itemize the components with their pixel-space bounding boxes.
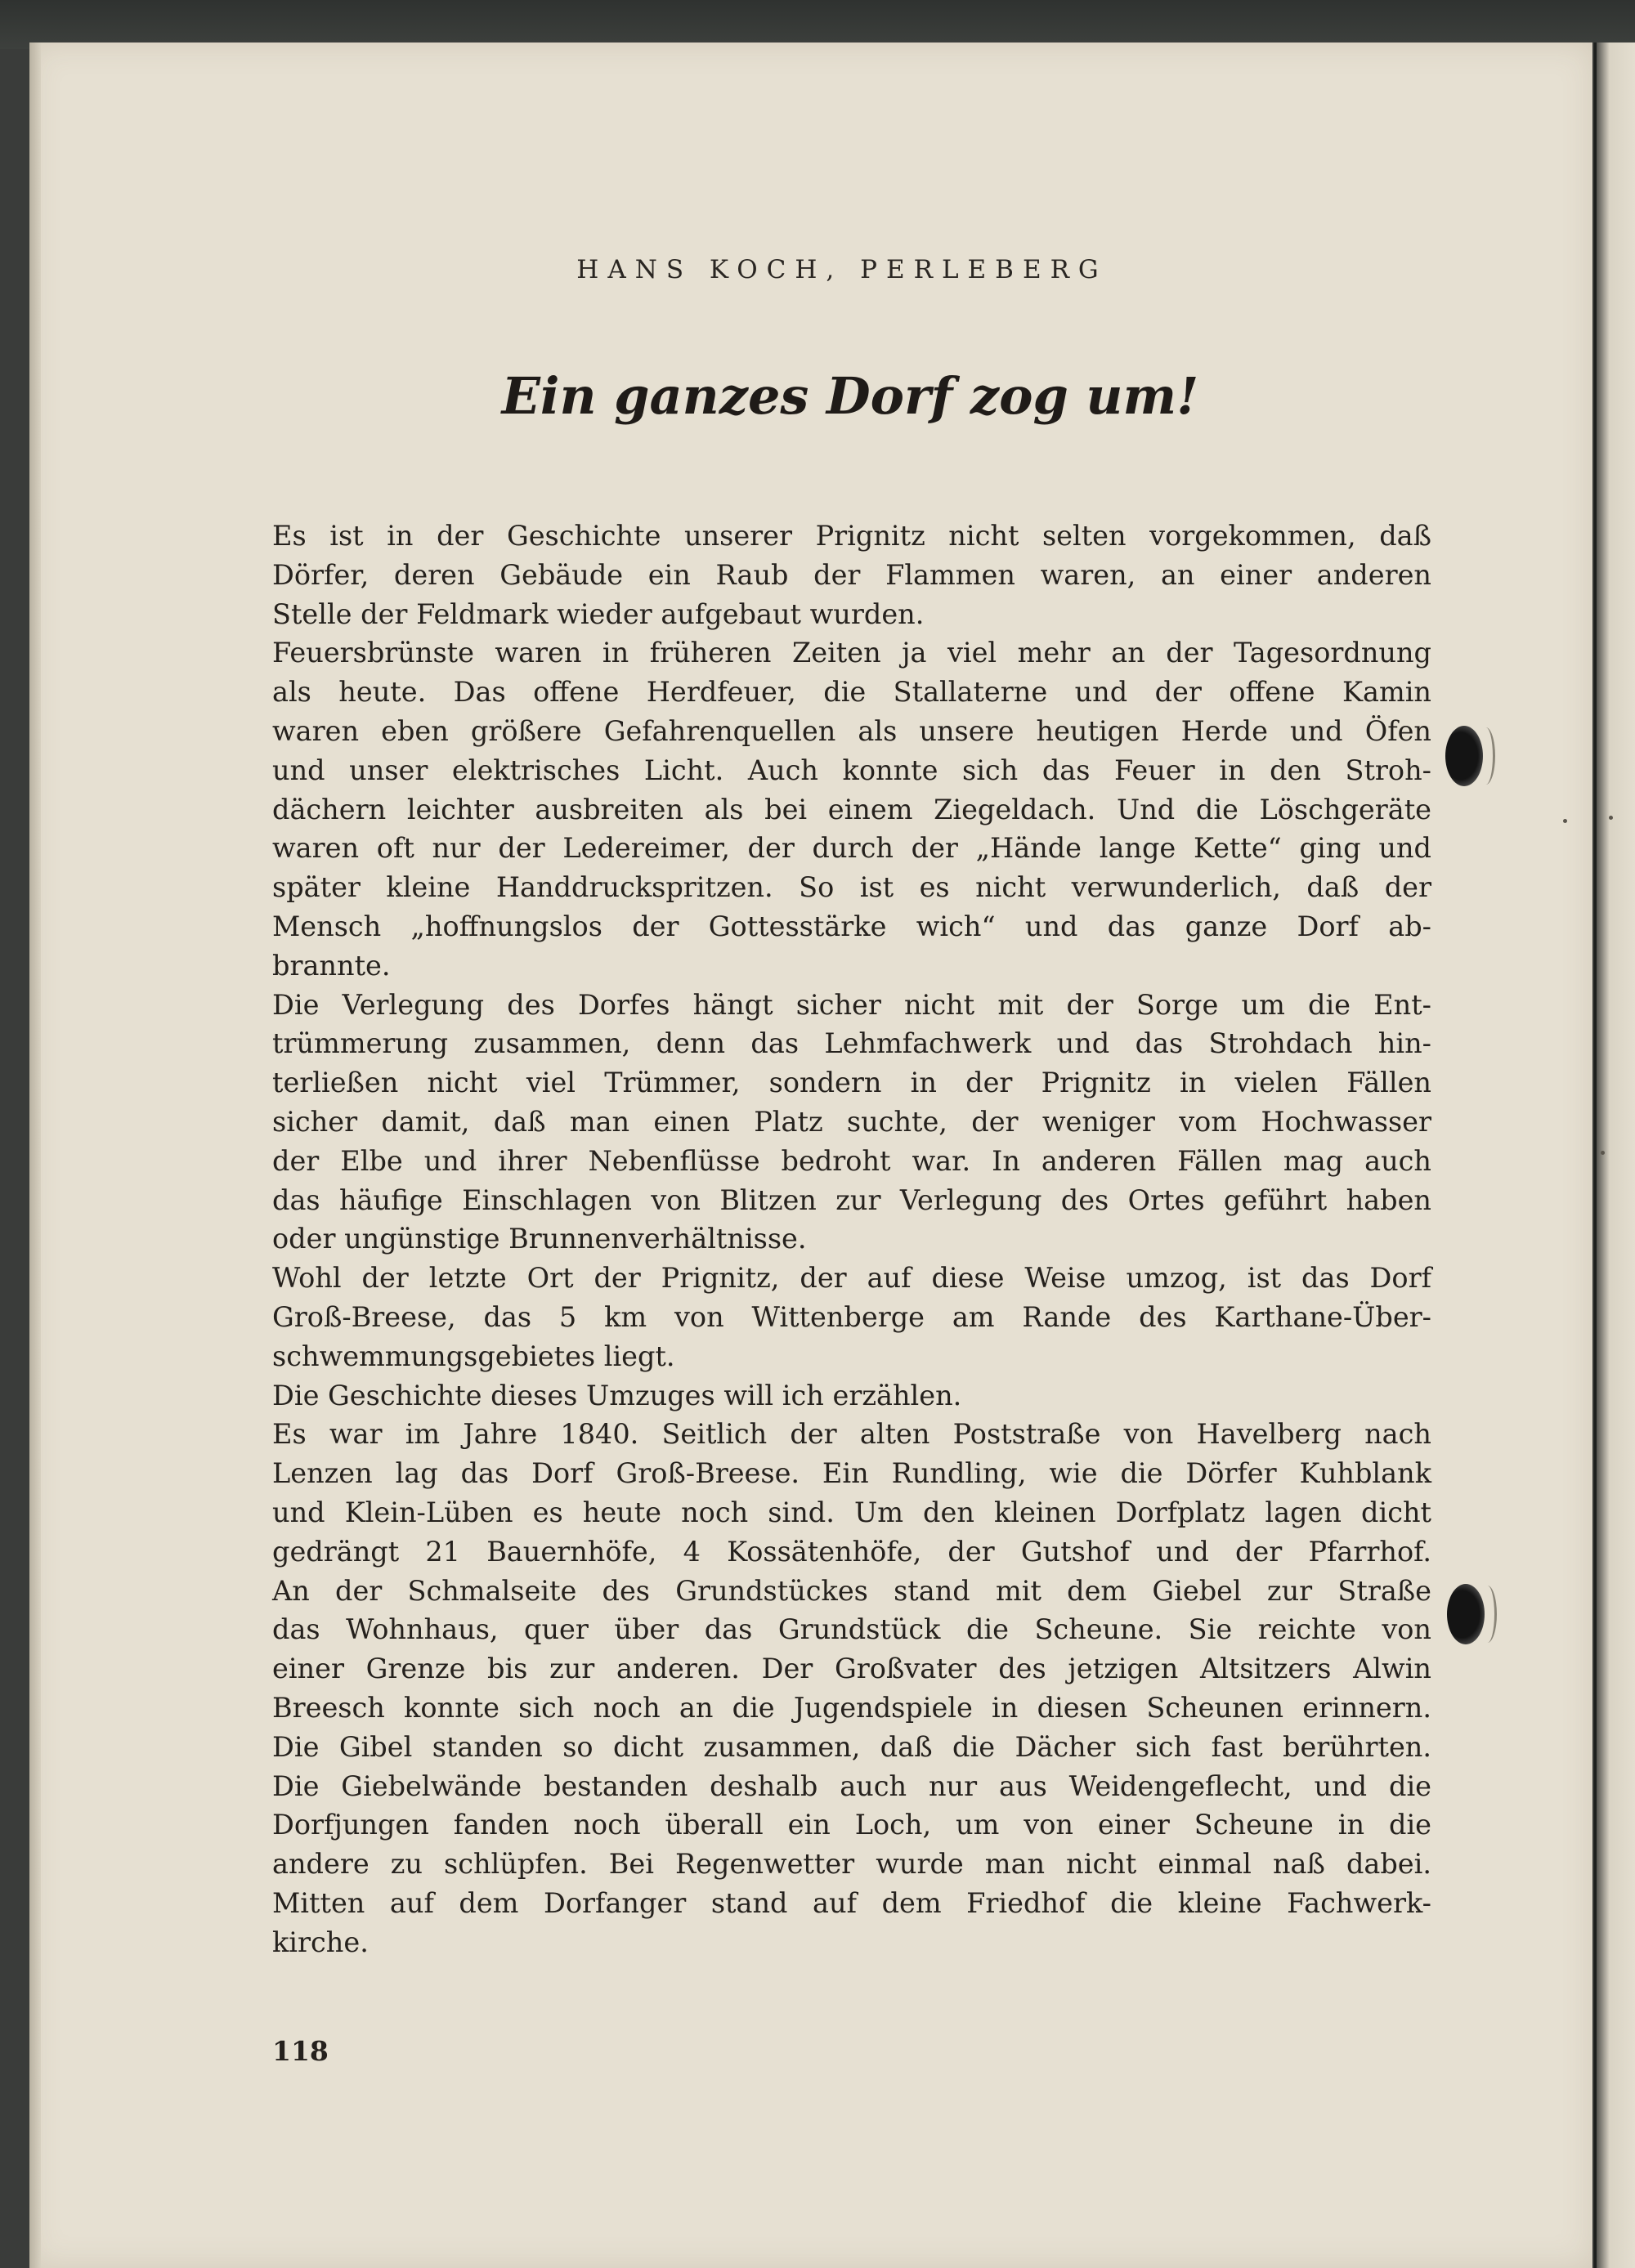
text-line: Dörfer, deren Gebäude ein Raub der Flammen waren, an einer anderen <box>272 558 1431 591</box>
text-line: Die Giebelwände bestanden deshalb auch nur aus Weidengeflecht, und die <box>272 1769 1431 1802</box>
text-line: waren oft nur der Ledereimer, der durch der „Hände lange Kette“ ging und <box>272 832 1431 865</box>
text-line: das Wohnhaus, quer über das Grundstück die Scheune. Sie reichte von <box>272 1613 1431 1646</box>
text-line: Die Verlegung des Dorfes hängt sicher nicht mit der Sorge um die Ent- <box>272 988 1431 1021</box>
text-line: terließen nicht viel Trümmer, sondern in der Prignitz in vielen Fällen <box>272 1067 1431 1099</box>
text-line: Es war im Jahre 1840. Seitlich der alten Poststraße von Havelberg nach <box>272 1418 1431 1451</box>
text-line: Feuersbrünste waren in früheren Zeiten ja viel mehr an der Tagesordnung <box>272 637 1431 669</box>
text-line: schwemmungsgebietes liegt. <box>272 1340 675 1372</box>
text-line: Die Geschichte dieses Umzuges will ich erzählen. <box>272 1379 962 1411</box>
paper-speck <box>1601 1151 1605 1155</box>
text-line: Es ist in der Geschichte unserer Prignitz nicht selten vorgekommen, daß <box>272 520 1431 552</box>
text-line: und Klein-Lüben es heute noch sind. Um den kleinen Dorfplatz lagen dicht <box>272 1496 1431 1528</box>
text-line: gedrängt 21 Bauernhöfe, 4 Kossätenhöfe, der Gutshof und der Pfarrhof. <box>272 1535 1431 1568</box>
text-line: einer Grenze bis zur anderen. Der Großvater des jetzigen Altsitzers Alwin <box>272 1653 1431 1685</box>
text-line: Lenzen lag das Dorf Groß-Breese. Ein Rundling, wie die Dörfer Kuhblank <box>272 1457 1431 1490</box>
author-header: HANS KOCH, PERLEBERG <box>576 255 1108 284</box>
paper-speck <box>1563 819 1567 823</box>
text-line: später kleine Handdruckspritzen. So ist es nicht verwunderlich, daß der <box>272 871 1431 904</box>
text-line: trümmerung zusammen, denn das Lehmfachwerk und das Strohdach hin- <box>272 1027 1431 1060</box>
text-line: dächern leichter ausbreiten als bei einem Ziegeldach. Und die Löschgeräte <box>272 793 1431 825</box>
text-line: der Elbe und ihrer Nebenflüsse bedroht war. In anderen Fällen mag auch <box>272 1144 1431 1177</box>
text-line: Mensch „hoffnungslos der Gottesstärke wich“ und das ganze Dorf ab- <box>272 910 1431 942</box>
text-line: kirche. <box>272 1926 369 1958</box>
text-line: Groß-Breese, das 5 km von Wittenberge am Rande des Karthane-Über- <box>272 1300 1431 1333</box>
text-line: waren eben größere Gefahrenquellen als unsere heutigen Herde und Öfen <box>272 714 1431 747</box>
text-line: Mitten auf dem Dorfanger stand auf dem Friedhof die kleine Fachwerk- <box>272 1886 1431 1919</box>
text-line: andere zu schlüpfen. Bei Regenwetter wurde man nicht einmal naß dabei. <box>272 1848 1431 1881</box>
text-line: An der Schmalseite des Grundstückes stand mit dem Giebel zur Straße <box>272 1574 1431 1607</box>
article-title: Ein ganzes Dorf zog um! <box>501 366 1199 426</box>
page-number: 118 <box>272 2035 329 2067</box>
text-line: brannte. <box>272 949 391 982</box>
text-line: sicher damit, daß man einen Platz suchte, der weniger vom Hochwasser <box>272 1105 1431 1138</box>
text-line: Dorfjungen fanden noch überall ein Loch, um von einer Scheune in die <box>272 1809 1431 1841</box>
text-line: und unser elektrisches Licht. Auch konnte sich das Feuer in den Stroh- <box>272 754 1431 786</box>
text-line: Wohl der letzte Ort der Prignitz, der auf diese Weise umzog, ist das Dorf <box>272 1262 1431 1295</box>
book-edge-top <box>0 0 1635 49</box>
binding-hole-bottom-rim <box>1478 1586 1497 1643</box>
text-line: als heute. Das offene Herdfeuer, die Stallaterne und der offene Kamin <box>272 676 1431 709</box>
text-line: das häufige Einschlagen von Blitzen zur Verlegung des Ortes geführt haben <box>272 1183 1431 1216</box>
paper-speck <box>1609 816 1613 820</box>
text-line: Breesch konnte sich noch an die Jugendspiele in diesen Scheunen erinnern. <box>272 1691 1431 1724</box>
binding-hole-top-rim <box>1476 727 1495 785</box>
text-line: Die Gibel standen so dicht zusammen, daß die Dächer sich fast berührten. <box>272 1730 1431 1763</box>
text-line: oder ungünstige Brunnenverhältnisse. <box>272 1223 807 1255</box>
article-body <box>272 517 1431 1962</box>
text-line: Stelle der Feldmark wieder aufgebaut wurden. <box>272 597 925 630</box>
